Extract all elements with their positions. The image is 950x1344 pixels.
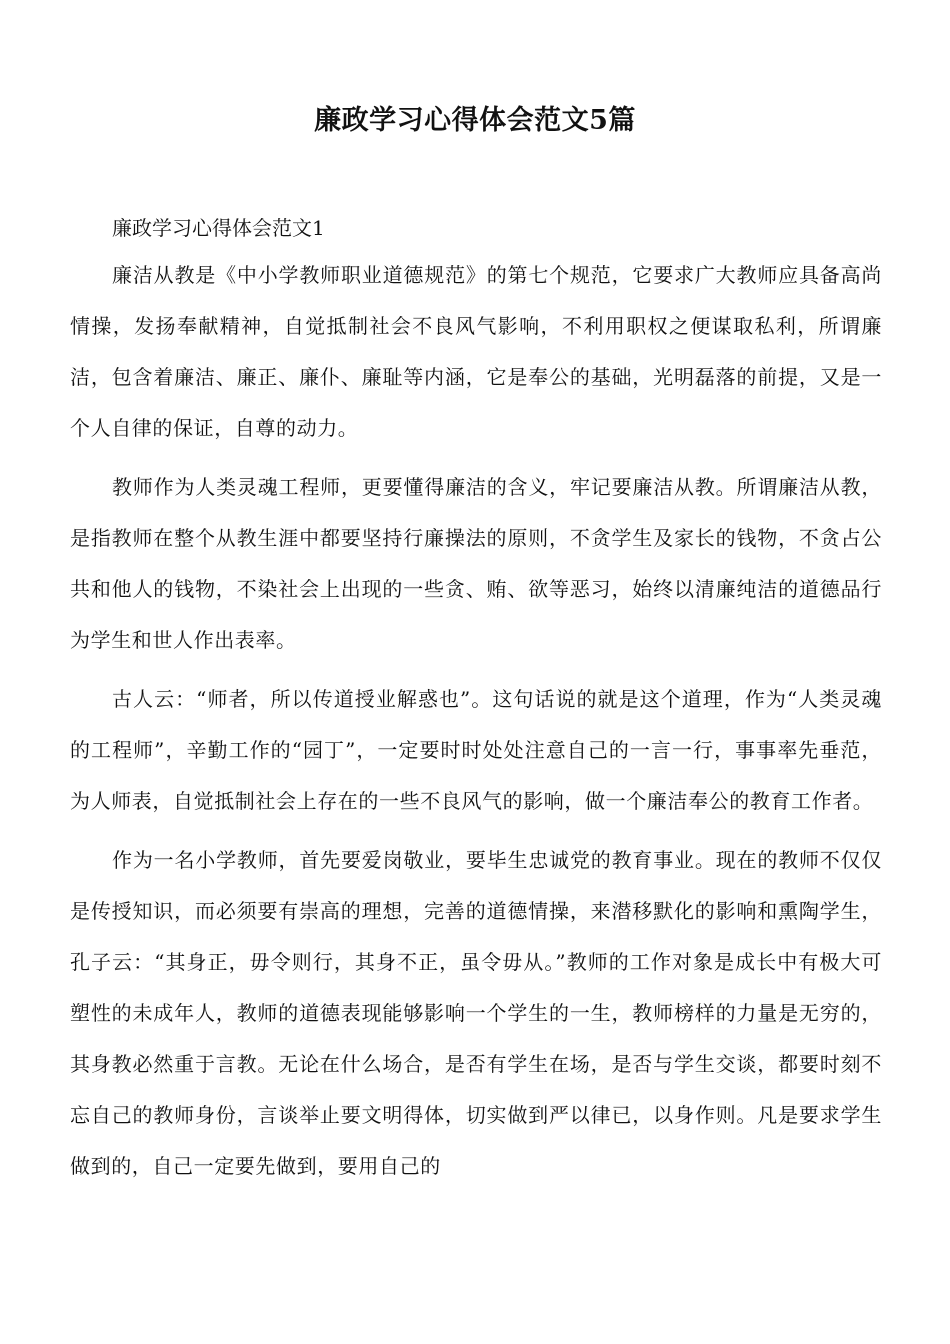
document-title: 廉政学习心得体会范文5篇 <box>314 105 636 136</box>
paragraph-2: 教师作为人类灵魂工程师，更要懂得廉洁的含义，牢记要廉洁从教。所谓廉洁从教，是指教师在整个从教生涯中都要坚持行廉操法的原则，不贪学生及家长的钱物，不贪占公共和他人的钱物，不染社会上出现的一些贪、贿、欲等恶习，始终以清廉纯洁的道德品行为学生和世人作出表率。 <box>70 475 882 652</box>
section-heading: 廉政学习心得体会范文1 <box>112 216 325 240</box>
document-body <box>70 210 882 1200</box>
paragraph-4: 作为一名小学教师，首先要爱岗敬业，要毕生忠诚党的教育事业。现在的教师不仅仅是传授知识，而必须要有崇高的理想，完善的道德情操，来潜移默化的影响和熏陶学生，孔子云：“其身正，毋令则行，其身不正，虽令毋从。”教师的工作对象是成长中有极大可塑性的未成年人，教师的道德表现能够影响一个学生的一生，教师榜样的力量是无穷的，其身教必然重于言教。无论在什么场合，是否有学生在场，是否与学生交谈，都要时刻不忘自己的教师身份，言谈举止要文明得体，切实做到严以律已，以身作则。凡是要求学生做到的，自己一定要先做到，要用自己的 <box>70 848 882 1178</box>
paragraph-1: 廉洁从教是《中小学教师职业道德规范》的第七个规范，它要求广大教师应具备高尚情操，发扬奉献精神，自觉抵制社会不良风气影响，不利用职权之便谋取私利，所谓廉洁，包含着廉洁、廉正、廉仆、廉耻等内涵，它是奉公的基础，光明磊落的前提，又是一个人自律的保证，自尊的动力。 <box>70 263 882 440</box>
paragraph-3: 古人云：“师者，所以传道授业解惑也”。这句话说的就是这个道理，作为“人类灵魂的工程师”，辛勤工作的“园丁”，一定要时时处处注意自己的一言一行，事事率先垂范，为人师表，自觉抵制社会上存在的一些不良风气的影响，做一个廉洁奉公的教育工作者。 <box>70 687 882 813</box>
